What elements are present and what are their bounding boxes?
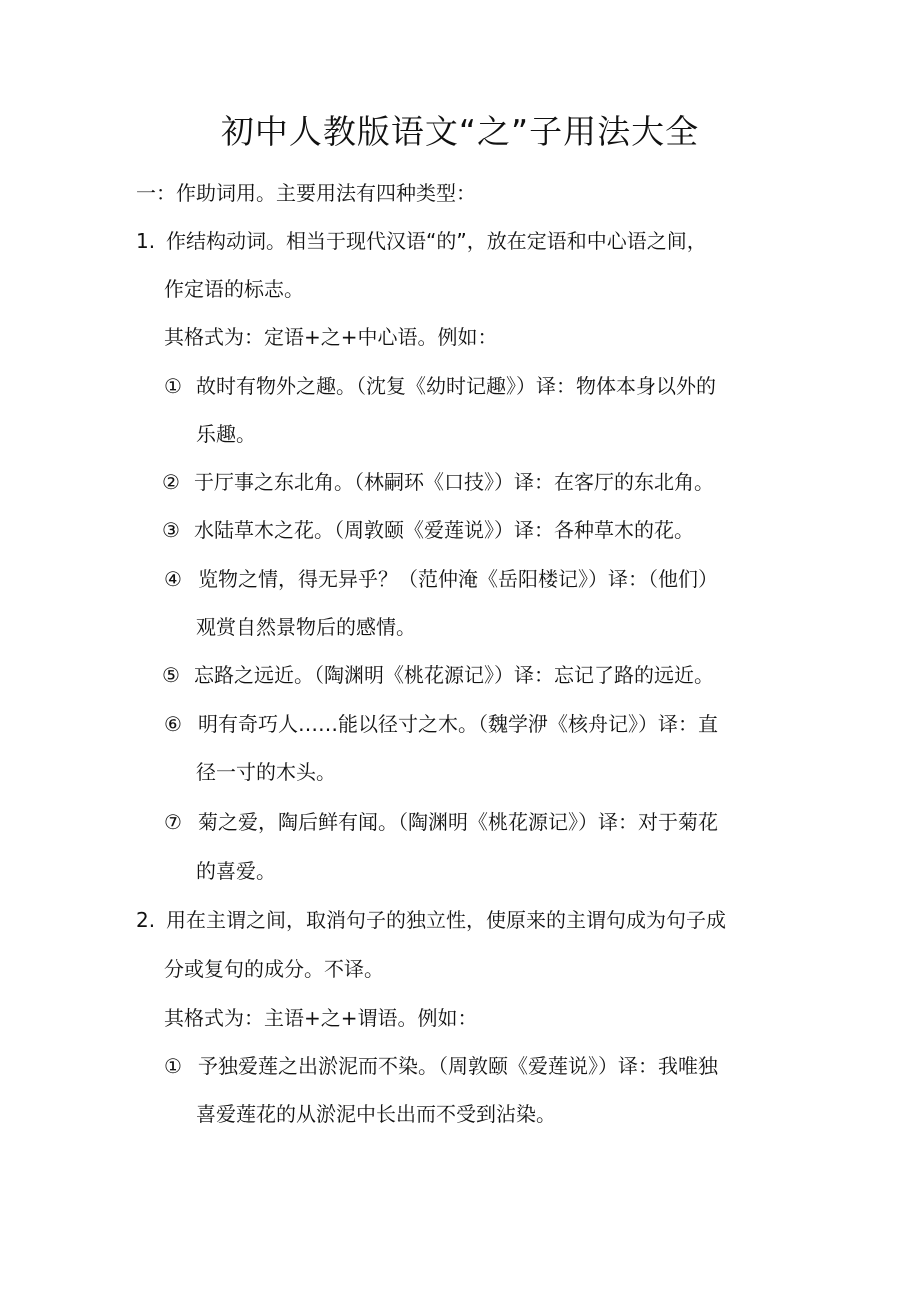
example-line: 故时有物外之趣。（沈复《幼时记趣》）译：物体本身以外的 [196,374,716,398]
example-marker: ⑦ [164,810,182,834]
example-line: 乐趣。 [196,422,256,446]
example-marker: ⑥ [164,712,182,736]
item-text-line: 分或复句的成分。不译。 [164,957,384,981]
example-line: 喜爱莲花的从淤泥中长出而不受到沾染。 [196,1102,556,1126]
example-line: 水陆草木之花。（周敦颐《爱莲说》）译：各种草木的花。 [194,518,694,542]
example-marker: ④ [164,567,182,591]
example-line: 的喜爱。 [196,859,276,883]
example-marker: ⑤ [162,663,180,687]
example-line: 览物之情，得无异乎？（范仲淹《岳阳楼记》）译：（他们） [198,567,718,591]
example-line: 径一寸的木头。 [196,760,336,784]
example-marker: ③ [162,518,180,542]
example-marker: ② [162,470,180,494]
document-title: 初中人教版语文“之”子用法大全 [220,112,700,151]
item-text-line: 用在主谓之间，取消句子的独立性，使原来的主谓句成为句子成 [166,908,726,932]
example-line: 菊之爱，陶后鲜有闻。（陶渊明《桃花源记》）译：对于菊花 [198,810,718,834]
item-number: 1. [136,229,156,253]
item-number: 2. [136,908,156,932]
example-line: 于厅事之东北角。（林嗣环《口技》）译：在客厅的东北角。 [194,470,714,494]
format-line: 其格式为：主语+之+谓语。例如： [164,1006,478,1030]
example-line: 明有奇巧人……能以径寸之木。（魏学洢《核舟记》）译：直 [198,712,718,736]
example-line: 忘路之远近。（陶渊明《桃花源记》）译：忘记了路的远近。 [194,663,714,687]
example-line: 观赏自然景物后的感情。 [196,615,416,639]
format-line: 其格式为：定语+之+中心语。例如： [164,325,498,349]
section-heading: 一：作助词用。主要用法有四种类型： [136,181,476,205]
example-marker: ① [164,374,182,398]
example-marker: ① [164,1054,182,1078]
item-text-line: 作结构动词。相当于现代汉语“的”，放在定语和中心语之间， [166,229,707,253]
example-line: 予独爱莲之出淤泥而不染。（周敦颐《爱莲说》）译：我唯独 [198,1054,718,1078]
item-text-line: 作定语的标志。 [164,277,304,301]
